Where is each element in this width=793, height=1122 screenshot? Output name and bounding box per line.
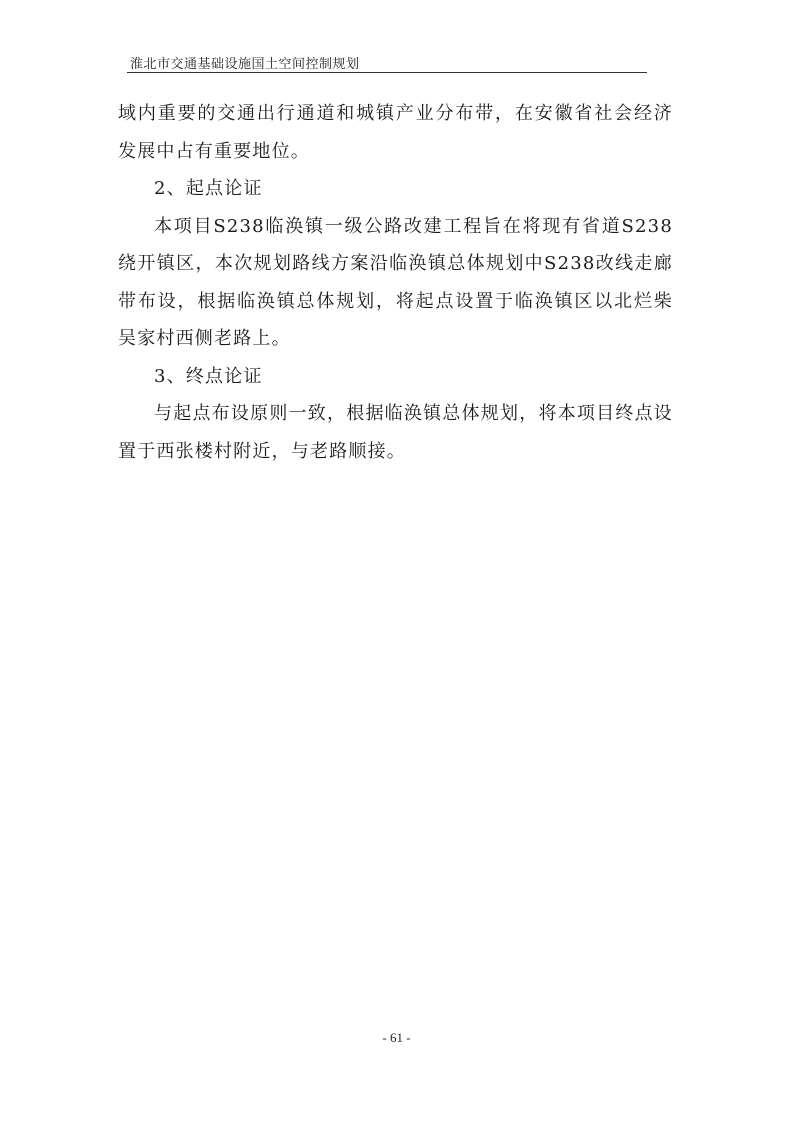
paragraph-end-point: 与起点布设原则一致，根据临涣镇总体规划，将本项目终点设置于西张楼村附近，与老路顺接。: [118, 403, 673, 462]
section-heading-start-point: 2、起点论证: [154, 178, 263, 199]
page-number: - 61 -: [382, 1030, 411, 1045]
document-body: [118, 95, 673, 470]
running-header-title: 淮北市交通基础设施国土空间控制规划: [130, 57, 360, 72]
paragraph-start-point: 本项目S238临涣镇一级公路改建工程旨在将现有省道S238绕开镇区，本次规划路线方案沿临涣镇总体规划中S238改线走廊带布设，根据临涣镇总体规划，将起点设置于临涣镇区以北烂柴吴家村西侧老路上。: [118, 215, 673, 349]
paragraph-continuation: 域内重要的交通出行通道和城镇产业分布带，在安徽省社会经济发展中占有重要地位。: [118, 103, 673, 162]
section-heading-end-point: 3、终点论证: [154, 365, 263, 387]
header-divider: [127, 72, 647, 73]
